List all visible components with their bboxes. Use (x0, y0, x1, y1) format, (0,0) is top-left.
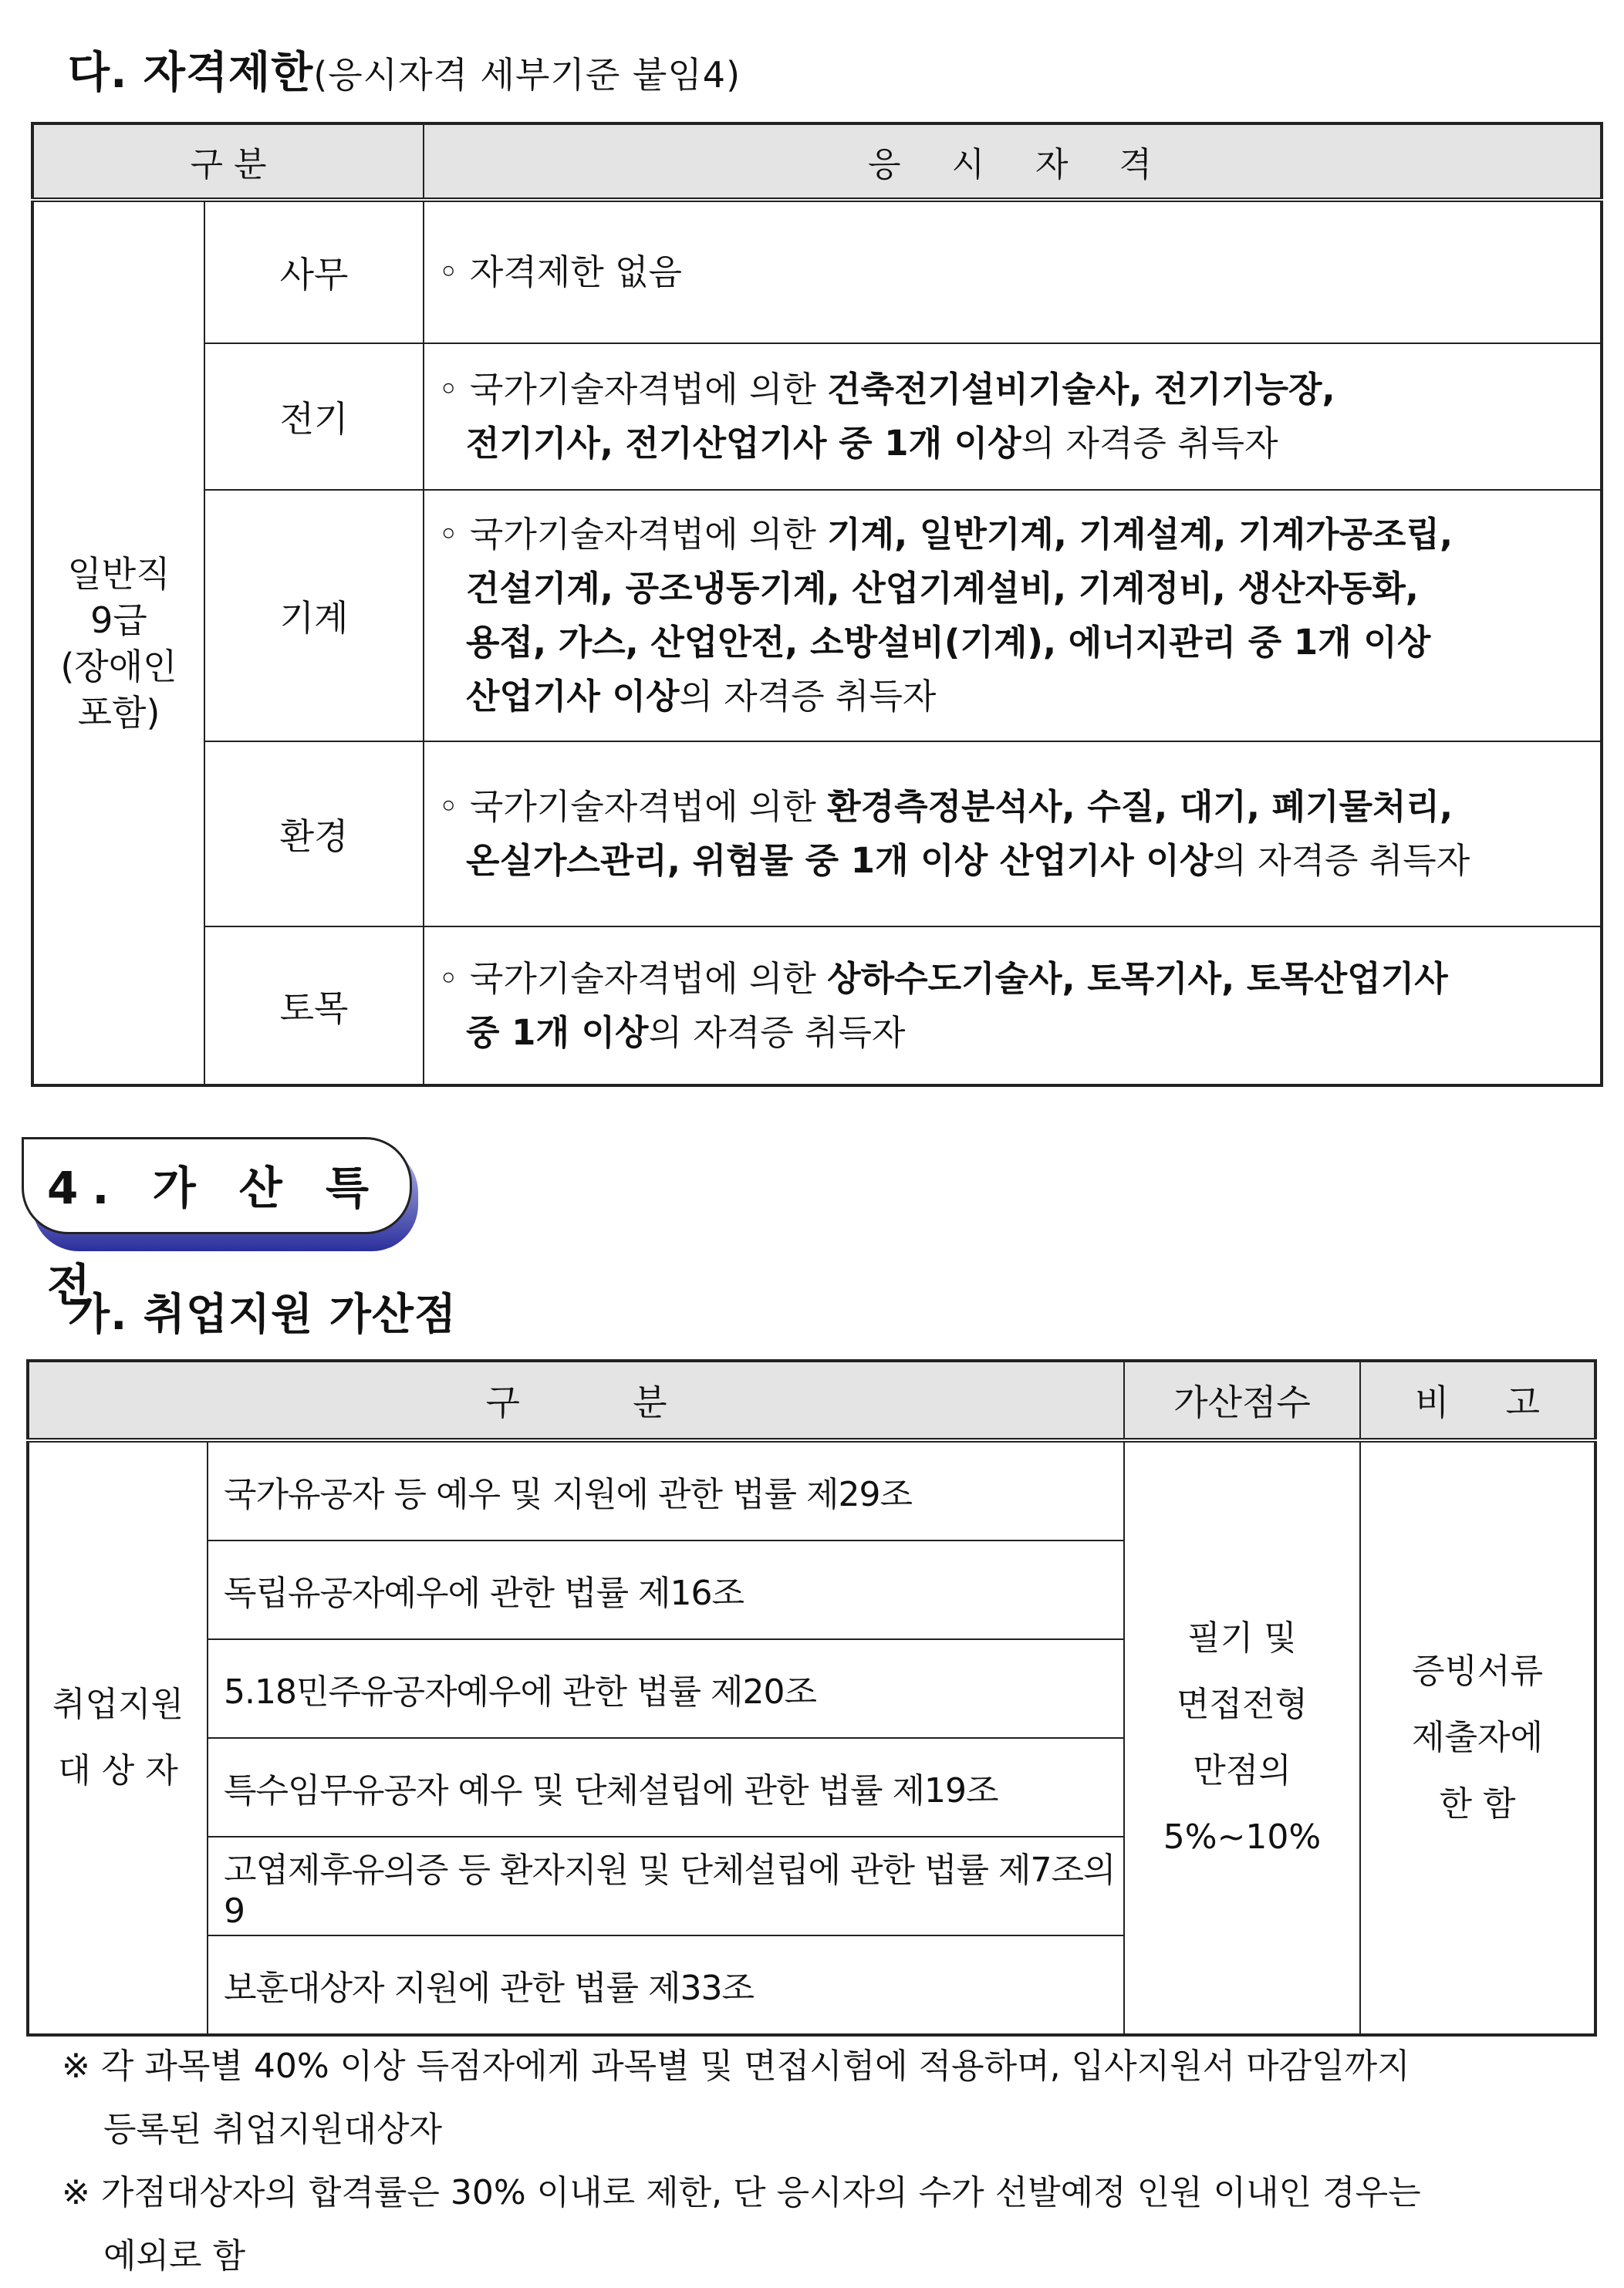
points-cell (1124, 1440, 1360, 2035)
law-item: 5.18민주유공자예우에 관한 법률 제20조 (208, 1639, 1124, 1738)
category-cell (28, 1440, 208, 2035)
desc-text: ◦ 자격제한 없음 (438, 251, 682, 292)
footnote-text: 등록된 취업지원대상자 (103, 2110, 443, 2149)
row-label-electric: 전기 (204, 343, 424, 490)
footnote-text: ※ 가점대상자의 합격률은 30% 이내로 제한, 단 응시자의 수가 선발예정 인원 이내인 경우는 (62, 2173, 1421, 2212)
row-label-civil: 토목 (204, 926, 424, 1085)
row-desc-office (424, 200, 1602, 343)
category-cell (32, 200, 204, 1085)
bonus-points-table (26, 1359, 1597, 2037)
law-item: 보훈대상자 지원에 관한 법률 제33조 (208, 1935, 1124, 2035)
row-desc-environment (424, 741, 1602, 926)
section-subtitle: (응시자격 세부기준 붙임4) (313, 54, 741, 96)
desc-text: ◦ 국가기술자격법에 의한 (438, 957, 828, 999)
row-label-environment: 환경 (204, 741, 424, 926)
desc-bold: 기계, 일반기계, 기계설계, 기계가공조립, (827, 514, 1453, 555)
desc-bold: 산업기사 이상 (466, 676, 680, 717)
header-qualification: 응 시 자 격 (424, 123, 1602, 200)
section-title: 다. 자격제한 (68, 48, 314, 98)
row-desc-electric (424, 343, 1602, 490)
header-category: 구 분 (28, 1361, 1124, 1440)
category-line: (장애인 (60, 645, 177, 687)
points-line: 만점의 (1193, 1751, 1291, 1790)
section-heading-qualification (68, 39, 741, 100)
header-points: 가산점수 (1124, 1361, 1360, 1440)
footnote (62, 2161, 1597, 2288)
desc-text: ◦ 국가기술자격법에 의한 (438, 369, 828, 410)
footnote-text: 예외로 함 (103, 2236, 246, 2276)
desc-bold: 용접, 가스, 산업안전, 소방설비(기계), 에너지관리 중 1개 이상 (466, 622, 1431, 663)
section-banner: 4. 가 산 특 전 (22, 1137, 412, 1234)
points-line: 면접전형 (1176, 1685, 1308, 1724)
footnote (62, 2035, 1597, 2161)
law-item: 특수임무유공자 예우 및 단체설립에 관한 법률 제19조 (208, 1738, 1124, 1837)
law-item: 고엽제후유의증 등 환자지원 및 단체설립에 관한 법률 제7조의9 (208, 1837, 1124, 1935)
footnote-text: ※ 각 과목별 40% 이상 득점자에게 과목별 및 면접시험에 적용하며, 입사지원서 마감일까지 (62, 2047, 1410, 2086)
remark-line: 증빙서류 (1411, 1652, 1543, 1691)
remark-line: 제출자에 (1411, 1718, 1543, 1757)
remark-cell (1360, 1440, 1595, 2035)
law-item: 국가유공자 등 예우 및 지원에 관한 법률 제29조 (208, 1440, 1124, 1541)
desc-text: ◦ 국가기술자격법에 의한 (438, 514, 828, 555)
desc-bold: 전기기사, 전기산업기사 중 1개 이상 (466, 423, 1021, 464)
section-heading-bonus: 가. 취업지원 가산점 (68, 1290, 457, 1340)
row-desc-mechanical (424, 490, 1602, 741)
desc-bold: 건축전기설비기술사, 전기기능장, (827, 369, 1335, 410)
law-item: 독립유공자예우에 관한 법률 제16조 (208, 1541, 1124, 1639)
points-line: 5%~10% (1163, 1817, 1322, 1857)
desc-text: ◦ 국가기술자격법에 의한 (438, 786, 828, 827)
header-category: 구 분 (32, 123, 424, 200)
desc-bold: 환경측정분석사, 수질, 대기, 폐기물처리, (827, 786, 1453, 827)
desc-bold: 건설기계, 공조냉동기계, 산업기계설비, 기계정비, 생산자동화, (466, 568, 1419, 609)
category-line: 취업지원 (52, 1685, 184, 1724)
desc-text: 의 자격증 취득자 (648, 1011, 906, 1053)
points-line: 필기 및 (1187, 1618, 1297, 1658)
category-line: 포함) (77, 691, 160, 734)
desc-text: 의 자격증 취득자 (1213, 840, 1470, 881)
desc-bold: 중 1개 이상 (466, 1011, 649, 1053)
row-label-mechanical: 기계 (204, 490, 424, 741)
header-remark: 비 고 (1360, 1361, 1595, 1440)
desc-text: 의 자격증 취득자 (1021, 423, 1278, 464)
remark-line: 한 함 (1439, 1784, 1516, 1824)
desc-bold: 상하수도기술사, 토목기사, 토목산업기사 (827, 957, 1448, 999)
qualification-table (31, 122, 1603, 1087)
desc-text: 의 자격증 취득자 (679, 676, 937, 717)
desc-bold: 온실가스관리, 위험물 중 1개 이상 산업기사 이상 (466, 840, 1214, 881)
row-desc-civil (424, 926, 1602, 1085)
row-label-office: 사무 (204, 200, 424, 343)
category-line: 일반직 (67, 552, 171, 595)
category-line: 대 상 자 (58, 1751, 178, 1790)
category-line: 9급 (90, 599, 147, 641)
